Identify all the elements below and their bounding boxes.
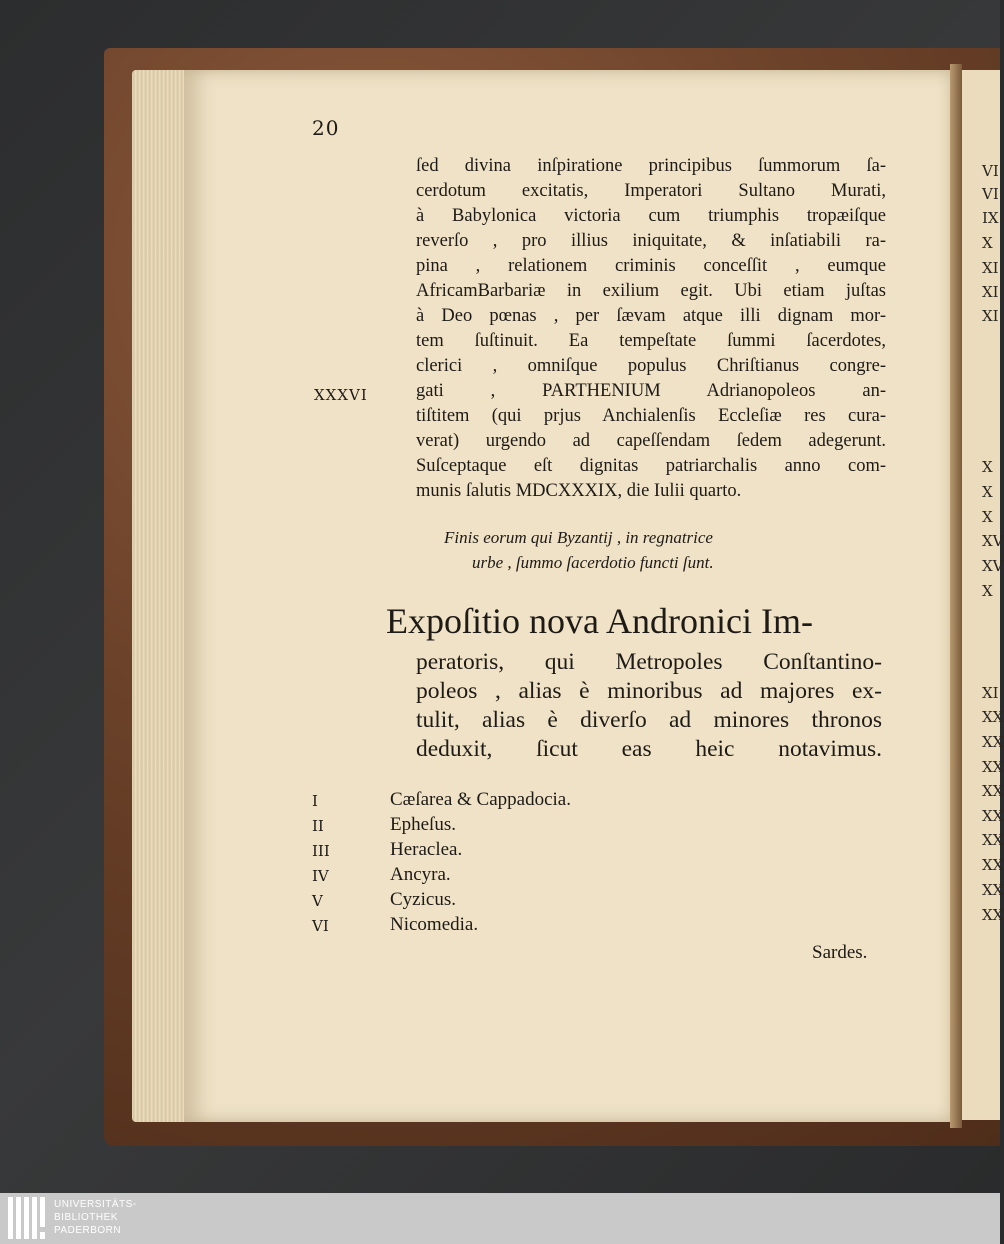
heading-line: deduxit, ſicut eas heic notavimus.	[416, 736, 882, 762]
facing-numeral: XX	[982, 856, 1004, 874]
library-name-line: BIBLIOTHEK	[54, 1212, 118, 1223]
body-line: clerici , omniſque populus Chriſtianus congre-	[416, 356, 886, 376]
list-item: Cyzicus.	[390, 889, 456, 910]
finis-line: urbe , ſummo ſacerdotio functi ſunt.	[472, 553, 714, 572]
facing-numeral: VI	[982, 162, 999, 180]
body-line: verat) urgendo ad capeſſendam ſedem adegerunt.	[416, 431, 886, 451]
body-line: tem ſuſtinuit. Ea tempeſtate ſummi ſacerdotes,	[416, 331, 886, 351]
list-item: Nicomedia.	[390, 914, 479, 935]
margin-number: XXXVI	[314, 386, 368, 404]
library-name-line: UNIVERSITÄTS-	[54, 1199, 137, 1210]
body-line: AfricamBarbariæ in exilium egit. Ubi etiam juſtas	[416, 281, 886, 301]
body-line: à Deo pœnas , per ſævam atque illi dignam mor-	[416, 306, 886, 326]
list-number: II	[312, 817, 324, 835]
catchword: Sardes.	[812, 942, 868, 963]
body-line: gati , PARTHENIUM Adrianopoleos an-	[416, 381, 886, 401]
facing-numeral: X	[982, 508, 993, 526]
section-heading: Expoſitio nova Andronici Im-	[386, 601, 813, 641]
body-line: Suſceptaque eſt dignitas patriarchalis anno com-	[416, 456, 886, 476]
list-number: VI	[312, 917, 329, 935]
facing-numeral: XX	[982, 733, 1004, 751]
library-footer	[0, 1193, 1000, 1244]
facing-numeral: X	[982, 234, 993, 252]
facing-numeral: XV	[982, 557, 1004, 575]
body-line: cerdotum excitatis, Imperatori Sultano Murati,	[416, 181, 886, 201]
facing-numeral: XX	[982, 831, 1004, 849]
body-line: à Babylonica victoria cum triumphis tropæiſque	[416, 206, 886, 226]
library-name	[54, 1198, 137, 1237]
facing-numeral: X	[982, 458, 993, 476]
list-item: Heraclea.	[390, 839, 463, 860]
heading-line: tulit, alias è diverſo ad minores thronos	[416, 707, 882, 733]
facing-numeral: X	[982, 483, 993, 501]
body-line: tiſtitem (qui prjus Anchialenſis Eccleſiæ res cura-	[416, 406, 886, 426]
facing-numeral: IX	[982, 209, 999, 227]
facing-numeral: XX	[982, 782, 1004, 800]
facing-numeral: XV	[982, 532, 1004, 550]
list-item: Cæſarea & Cappadocia.	[390, 789, 571, 810]
finis-line: Finis eorum qui Byzantij , in regnatrice	[444, 528, 713, 547]
facing-numeral: VI	[982, 185, 999, 203]
facing-numeral: XX	[982, 881, 1004, 899]
facing-numeral: XI	[982, 259, 999, 277]
facing-numeral: XI	[982, 307, 999, 325]
list-number: V	[312, 892, 323, 910]
list-number: IV	[312, 867, 329, 885]
facing-numeral: XX	[982, 708, 1004, 726]
library-logo-icon	[8, 1197, 48, 1239]
facing-numeral: XX	[982, 758, 1004, 776]
facing-numeral: X	[982, 582, 993, 600]
heading-line: peratoris, qui Metropoles Conſtantino-	[416, 649, 882, 675]
body-line: munis ſalutis MDCXXXIX, die Iulii quarto.	[416, 481, 742, 501]
body-line: pina , relationem criminis conceſſit , eumque	[416, 256, 886, 276]
list-number: I	[312, 792, 318, 810]
facing-numeral: XX	[982, 906, 1004, 924]
facing-numeral: XI	[982, 283, 999, 301]
body-line: reverſo , pro illius iniquitate, & inſatiabili ra-	[416, 231, 886, 251]
library-name-line: PADERBORN	[54, 1225, 122, 1236]
list-item: Epheſus.	[390, 814, 456, 835]
body-line: ſed divina inſpiratione principibus ſummorum ſa-	[416, 156, 886, 176]
facing-numeral: XI	[982, 684, 999, 702]
page-number: 20	[312, 116, 340, 140]
list-item: Ancyra.	[390, 864, 451, 885]
facing-numeral: XX	[982, 807, 1004, 825]
list-number: III	[312, 842, 330, 860]
heading-line: poleos , alias è minoribus ad majores ex-	[416, 678, 882, 704]
